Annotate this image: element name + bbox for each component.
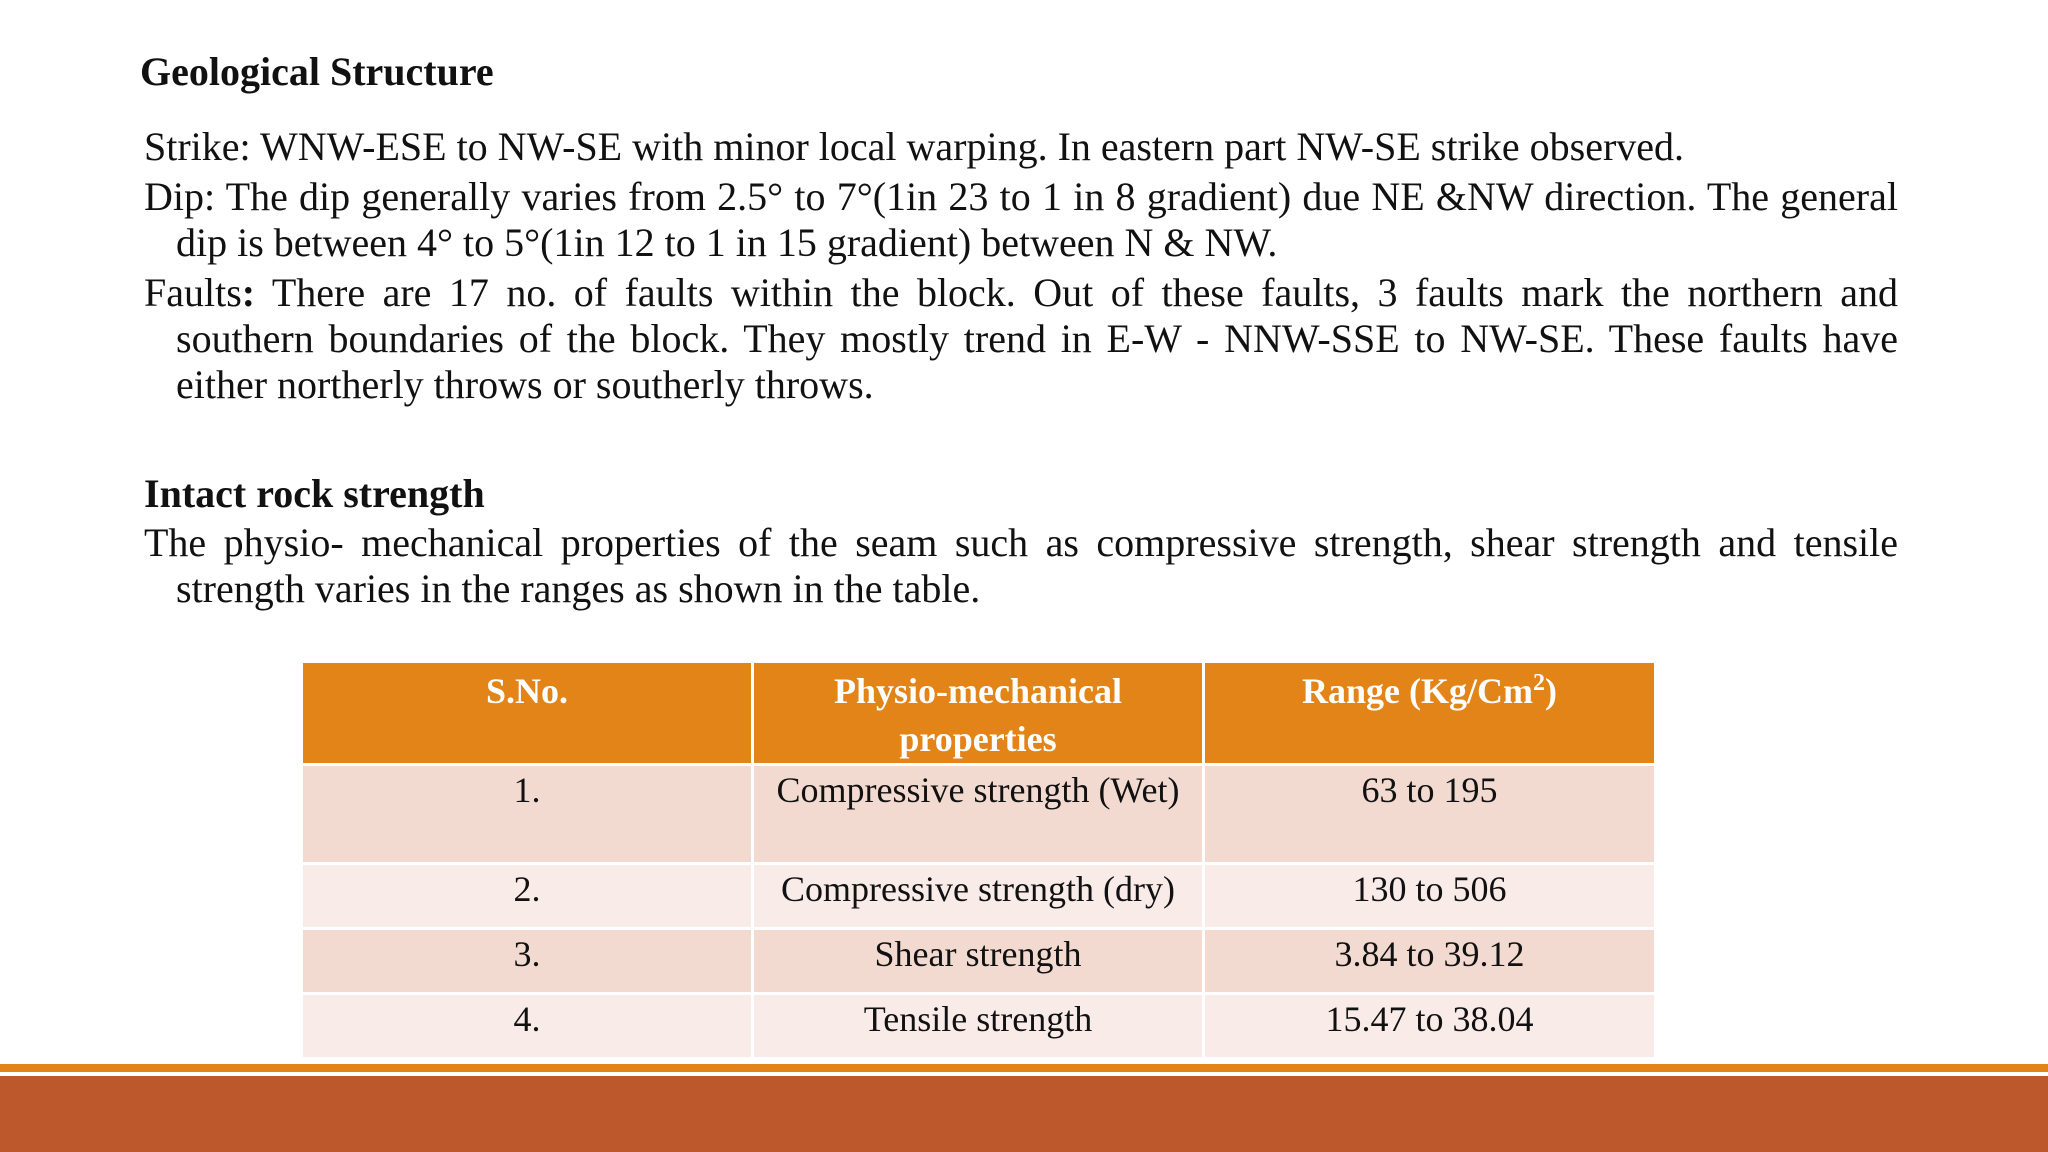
cell-range: 15.47 to 38.04 [1204, 994, 1656, 1059]
faults-paragraph [144, 270, 1898, 408]
header-range [1204, 662, 1656, 765]
dip-paragraph [144, 174, 1898, 266]
footer-accent-line [0, 1064, 2048, 1072]
cell-sno: 3. [302, 929, 753, 994]
header-property: Physio-mechanical properties [753, 662, 1204, 765]
properties-table [300, 660, 1657, 1060]
geology-section [144, 124, 1898, 412]
dip-label: Dip: [144, 174, 216, 219]
faults-label: Faults [144, 270, 242, 315]
header-range-prefix: Range (Kg/Cm [1302, 671, 1533, 711]
table-row [302, 929, 1656, 994]
cell-range: 3.84 to 39.12 [1204, 929, 1656, 994]
strike-paragraph [144, 124, 1898, 170]
cell-property: Compressive strength (Wet) [753, 765, 1204, 864]
header-range-suffix: ) [1544, 671, 1557, 711]
cell-sno: 1. [302, 765, 753, 864]
table-row [302, 864, 1656, 929]
slide-title: Geological Structure [140, 49, 494, 94]
faults-text: There are 17 no. of faults within the block. Out of these faults, 3 faults mark the northern and southern boundaries of the block. They mostly trend in E-W - NNW-SSE to NW-SE. These faults have either northerly throws or southerly throws. [176, 270, 1898, 407]
cell-range: 63 to 195 [1204, 765, 1656, 864]
rock-strength-heading: Intact rock strength [144, 471, 485, 516]
rock-strength-section [144, 520, 1898, 616]
cell-range: 130 to 506 [1204, 864, 1656, 929]
cell-sno: 4. [302, 994, 753, 1059]
dip-text: The dip generally varies from 2.5° to 7°(1in 23 to 1 in 8 gradient) due NE &NW direction. The general dip is between 4° to 5°(1in 12 to 1 in 15 gradient) between N & NW. [176, 174, 1898, 265]
cell-sno: 2. [302, 864, 753, 929]
cell-property: Compressive strength (dry) [753, 864, 1204, 929]
table-row [302, 765, 1656, 864]
footer-bar [0, 1076, 2048, 1152]
cell-property: Tensile strength [753, 994, 1204, 1059]
table-row [302, 994, 1656, 1059]
strike-text: WNW-ESE to NW-SE with minor local warping. In eastern part NW-SE strike observed. [250, 124, 1685, 169]
header-sno: S.No. [302, 662, 753, 765]
rock-strength-paragraph: The physio- mechanical properties of the seam such as compressive strength, shear strength and tensile strength varies in the ranges as shown in the table. [144, 520, 1898, 611]
header-range-sup: 2 [1532, 670, 1545, 696]
cell-property: Shear strength [753, 929, 1204, 994]
table-header-row [302, 662, 1656, 765]
faults-colon: : [241, 270, 256, 315]
strike-label: Strike: [144, 124, 251, 169]
